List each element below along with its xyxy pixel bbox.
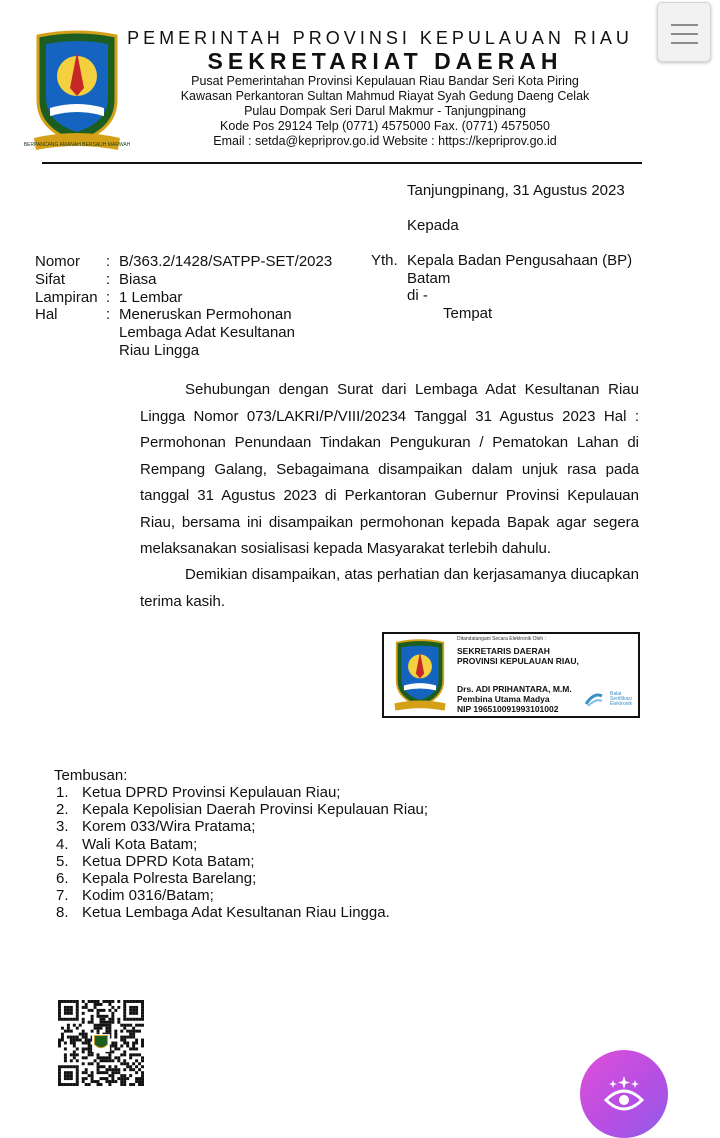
list-item-number: 3. [56,818,69,836]
meta-colon: : [106,271,111,288]
meta-colon: : [106,306,111,323]
meta-value-lampiran: 1 Lembar [119,289,183,306]
kepada-label: Kepada [407,217,459,234]
list-item-number: 5. [56,852,69,870]
sparkle-eye-icon [602,1074,646,1114]
meta-value-sifat: Biasa [119,271,157,288]
letterhead-contact-line: Kode Pos 29124 Telp (0771) 4575000 Fax. (0771) 4575050 [220,119,550,133]
tembusan-title: Tembusan: [54,767,128,784]
hamburger-menu-icon [671,24,698,26]
meta-label-sifat: Sifat [35,271,66,288]
meta-label-nomor: Nomor [35,253,81,270]
list-item-number: 7. [56,887,69,905]
signature-note: Ditandatangani Secara Elektronik Oleh : [457,636,546,642]
bsre-text: Elektronik [610,701,632,707]
body-paragraph: Sehubungan dengan Surat dari Lembaga Adat Kesultanan Riau Lingga Nomor 073/LAKRI/P/VIII/20234 Tanggal 31 Agustus 2023 Hal : Permohonan Penundaan Tindakan Pengukuran / Pematokan Lahan di Rempang Galang, Sebagaimana disampaikan dalam unjuk rasa pada tanggal 31 Agustus 2023 di Perkantoran Gubernur Provinsi Kepulauan Riau, bersama ini disampaikan permohonan kepada Bapak agar segera melaksanakan sosialisasi kepada Masyarakat terlebih dahulu. [140,381,639,557]
hamburger-menu-button[interactable] [657,2,711,62]
meta-colon: : [106,289,111,306]
letterhead-government-title: PEMERINTAH PROVINSI KEPULAUAN RIAU [127,28,633,48]
letterhead-email-line: Email : setda@kepriprov.go.id Website : https://kepriprov.go.id [213,134,557,148]
place-date: Tanjungpinang, 31 Agustus 2023 [407,182,625,199]
list-item-text: Ketua DPRD Provinsi Kepulauan Riau; [82,784,341,801]
signature-position: PROVINSI KEPULAUAN RIAU, [457,656,579,666]
list-item-text: Kepala Kepolisian Daerah Provinsi Kepulauan Riau; [82,801,429,819]
yth-label: Yth. [371,252,398,269]
hamburger-menu-icon [671,42,698,44]
list-item [56,870,428,887]
signature-position: SEKRETARIS DAERAH [457,646,550,656]
letterhead-address-line: Pulau Dompak Seri Darul Makmur - Tanjungpinang [244,104,526,118]
list-item-text: Kodim 0316/Batam; [82,887,214,905]
letterhead-office-title: SEKRETARIAT DAERAH [207,48,563,74]
list-item-text: Kepala Polresta Barelang; [82,870,257,888]
meta-colon: : [106,253,111,270]
signatory-nip: NIP 196510091993101002 [457,704,559,714]
bsre-text: Sertifikasi [610,696,632,702]
electronic-signature-box [382,632,640,718]
meta-value-hal: Meneruskan Permohonan [119,306,292,323]
signatory-rank: Pembina Utama Madya [457,694,550,704]
list-item-number: 8. [56,904,69,922]
list-item-number: 2. [56,801,69,819]
list-item-text: Wali Kota Batam; [82,835,198,853]
recipient-line: Kepala Badan Pengusahaan (BP) [407,252,633,269]
list-item [56,784,428,801]
qr-center-emblem-icon [94,1036,107,1048]
meta-label-hal: Hal [35,306,58,323]
list-item [56,818,428,835]
hamburger-menu-icon [671,33,698,35]
list-item [56,904,428,921]
meta-label-lampiran: Lampiran [35,289,98,306]
recipient-line: Batam [407,270,451,287]
tempat-label: Tempat [443,305,493,322]
qr-code [58,1000,144,1086]
letterhead-divider [42,162,642,164]
bsre-logo-icon [584,692,604,708]
meta-value-nomor: B/363.2/1428/SATPP-SET/2023 [119,253,333,270]
closing-paragraph: Demikian disampaikan, atas perhatian dan kerjasamanya diucapkan terima kasih. [140,566,639,610]
meta-value-hal-cont: Riau Lingga [119,342,200,359]
list-item-number: 1. [56,784,69,801]
list-item-number: 6. [56,870,69,888]
list-item-text: Ketua DPRD Kota Batam; [82,852,255,870]
svg-text:BERPANCANG AMANAH BERSAUH MARW: BERPANCANG AMANAH BERSAUH MARWAH [23,142,131,148]
ai-lens-fab-button[interactable] [580,1050,668,1138]
signature-emblem-logo [390,639,450,713]
list-item-text: Korem 033/Wira Pratama; [82,818,256,836]
letterhead-address-line: Pusat Pemerintahan Provinsi Kepulauan Riau Bandar Seri Kota Piring [191,74,579,88]
list-item-number: 4. [56,835,69,853]
list-item-text: Ketua Lembaga Adat Kesultanan Riau Lingga. [82,904,390,922]
meta-value-hal-cont: Lembaga Adat Kesultanan [119,324,295,341]
di-label: di - [407,287,428,304]
letterhead-address-line: Kawasan Perkantoran Sultan Mahmud Riayat Syah Gedung Daeng Celak [180,89,590,103]
bsre-text: Balai [610,691,622,697]
list-item [56,836,428,853]
signatory-name: Drs. ADI PRIHANTARA, M.M. [457,684,572,694]
provincial-emblem-logo [23,30,131,154]
list-item [56,887,428,904]
bsre-label [610,692,632,707]
list-item [56,853,428,870]
list-item [56,801,428,818]
tembusan-list [56,784,428,922]
